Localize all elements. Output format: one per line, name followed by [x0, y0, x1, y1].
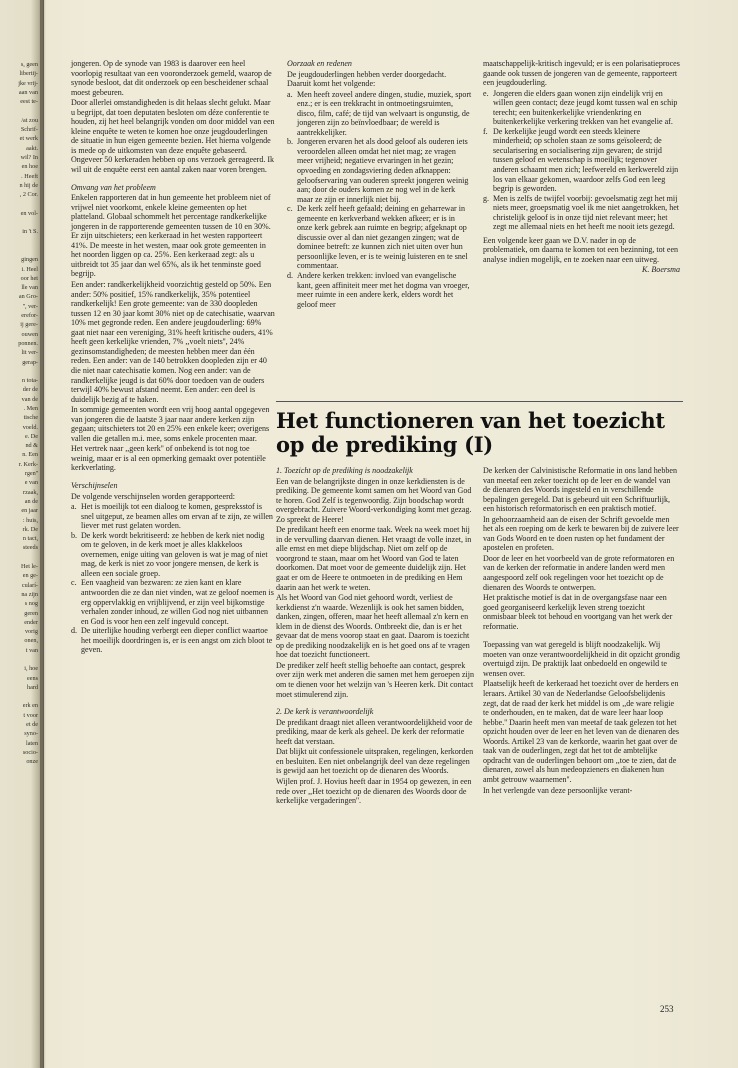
paragraph: De kerken der Calvinistische Reformatie in ons land hebben van meetaf een zeker toezicht op de leer en de wandel van de dienaren des Woords ingesteld en in verschillende bepalingen geregeld. Dat is gebeurd uit een Schriftuurlijk, een historisch reformatorisch en een praktisch motief. [483, 466, 677, 514]
list-item-text: Jongeren ervaren het als dood geloof als ouderen iets veroordelen alleen omdat het niet mag; ze vragen meer vrijheid; negatieve ervaringen in het gezin; opvoeding en zondagsviering deden afknappen: geloofservaring van ouderen spreekt jongeren weinig aan; door de ouders komen ze nog wel in de kerk maar ze zijn er innerlijk niet bij. [297, 137, 469, 204]
margin-fragment: t voor [23, 711, 38, 719]
margin-fragment: voeld. [22, 423, 38, 431]
margin-fragment: rk. De [22, 525, 38, 533]
previous-page-text-fragments [2, 60, 38, 1020]
margin-fragment: van de [21, 395, 38, 403]
list-item-text: De kerkelijke jeugd wordt een steeds kleinere minderheid; op scholen staan ze soms geïsoleerd; de secularisering en socialisering zijn gevaren; de strijd tussen geloof en wetenschap is moeilijk; tegenover anderen schaamt men zich; leefwereld en kerkwereld zijn los van elkaar gekomen, waardoor zelfs God een leeg begrip is geworden. [493, 126, 679, 194]
list-item-label: c. [287, 204, 293, 214]
paragraph: Door allerlei omstandigheden is dit helaas slecht gelukt. Maar u begrijpt, dat toen deputaten besloten om déze conferentie te houden, zij het heel belangrijk vonden om door middel van een kleine enquête te weten te komen hoe onze jeugdouderlingen de situatie in hun eigen gemeente bezien. Het hierna volgende is mede op de uitkomsten van deze enquête gebaseerd. Ongeveer 50 kerkeraden hebben op ons verzoek gereageerd. Ik wil uit de enquête eerst een aantal zaken naar voren brengen. [71, 98, 275, 175]
subheading-toezicht: 1. Toezicht op de prediking is noodzakelijk [276, 466, 413, 475]
list-item-text: De kerk wordt bekritiseerd: ze hebben de kerk niet nodig om te geloven, in de kerk moet je alles klakkeloos overnemen, enige uiting van geloven is wat je mag of niet mag, de kerk is niet zo voor jongere mensen, de kerk is alleen een sociale groep. [81, 530, 268, 578]
paragraph: Door de leer en het voorbeeld van de grote reformatoren en van de kerken der reformatie in andere landen werd men aangespoord zelf ook regelingen voor het toezicht op de dienaren des Woords te ontwerpen. [483, 553, 675, 592]
list-item-text: De kerk zelf heeft gefaald; deining en geharrewar in gemeente en kerkverband wekken afkeer; er is in onze kerk gebrek aan ruimte en begrip; afgeknapt op discussie over al dan niet gezangen zingen; wat de dominee betreft: ze kunnen zich niet uiten over hun persoonlijke leven, er is te weinig luisteren en te snel commentaar. [297, 204, 468, 271]
list-item [71, 578, 275, 626]
paragraph: De volgende verschijnselen worden gerapporteerd: [71, 491, 236, 501]
margin-fragment [2, 237, 38, 246]
list-item [483, 127, 680, 194]
margin-fragment: : huis, [22, 516, 38, 524]
paragraph: jongeren. Op de synode van 1983 is daarover een heel voorlopig resultaat van een vooronderzoek gemeld, waarop de synode besloot, dat dit onderzoek op een bescheidener schaal moest gebeuren. [71, 59, 272, 97]
page-fold-shadow [40, 0, 46, 1068]
list-item-label: b. [71, 530, 78, 540]
margin-fragment: in 't S. [22, 228, 38, 236]
list-item [287, 90, 472, 138]
section-divider [276, 401, 683, 402]
paragraph: Wijlen prof. J. Hovius heeft daar in 1954 op gewezen, in een rede over ,,Het toezicht op de dienaren des Woords door de kerkelijke vergaderingen''. [276, 776, 472, 806]
column-3 [483, 59, 680, 276]
margin-fragment: . Men [23, 404, 38, 412]
margin-fragment: geren [24, 609, 38, 617]
list-item-label: b. [287, 137, 294, 147]
list-item [287, 204, 472, 271]
margin-fragment: en hoe [21, 163, 38, 171]
list-item-label: c. [71, 578, 77, 588]
margin-fragment: i, hoe [24, 665, 38, 673]
paragraph: Plaatselijk heeft de kerkeraad het toezicht over de herders en leraars. Artikel 30 van de Nederlandse Geloofsbelijdenis zegt, dat de raad der kerk het middel is om ,,de ware religie te onderhouden, en te maken, dat de ware leer haar loop hebbe.'' Daarin heeft men van meetaf de taak gelezen tot het opzicht houden over de leer en het leven van de dienaren des Woords. Artikel 23 van de kerkorde, waarin het gaat over de taak van de ouderlingen, zegt dat het tot de ambtelijke opdracht van de ouderlingen behoort om ,,toe te zien, dat de dienaren, zowel als hun medeopzieners en diakenen hun ambt getrouw waarnemen''. [483, 679, 679, 784]
paragraph: Een ander: randkerkelijkheid voorzichtig gesteld op 50%. Een ander: 50% positief, 15% randkerkelijk, 35% potentieel randkerkelijk! Een grote gemeente: van de 330 doopleden tussen 12 en 30 jaar komt 30% niet op de catechisatie, waarvan 10% met gegronde reden. Een andere jeugdouderling: 69% gaat niet naar een vereniging, 31% heeft kritische ouders, 41% heeft geen kerkelijke vrienden, 7% ,,voelt niets'', 24% gezinsomstandigheden; de meesten hebben meer dan één reden. Een ander: van de 140 betrokken doopleden zijn er 40 die niet naar catechisatie komen. Nog een ander: van de randkerkelijke jeugd is dat 60% door toedoen van de ouders terwijl 40% bewust afstand neemt. Een ander: een deel is duidelijk bezig af te haken. [71, 280, 275, 404]
margin-fragment: ponnen. [18, 339, 38, 347]
list-item-text: Jongeren die elders gaan wonen zijn eindelijk vrij en willen geen contact; deze jeugd komt tussen wal en schip terecht; een buitenkerkelijke vriendenkring en buitenkerkelijke verkering trekken van het evangelie af. [493, 88, 678, 127]
margin-fragment: et werk [19, 135, 38, 143]
margin-fragment [2, 218, 38, 227]
margin-fragment: erefor- [21, 312, 38, 320]
margin-fragment [2, 367, 38, 376]
paragraph: Het vertrek naar ,,geen kerk'' of onbekend is tot nog toe weinig, maar er is al een opmerking gemaakt over potentiële kerkverlating. [71, 444, 266, 473]
margin-fragment [2, 199, 38, 208]
margin-fragment [2, 655, 38, 664]
list-item [483, 89, 680, 127]
margin-fragment: gingen [21, 256, 38, 264]
list-item-label: a. [71, 502, 77, 512]
paragraph: De predikant draagt niet alleen verantwoordelijkheid voor de prediking, maar de kerk als geheel. De kerk der reformatie heeft dat verstaan. [276, 717, 473, 746]
margin-fragment: laten [25, 739, 38, 747]
paragraph: Enkelen rapporteren dat in hun gemeente het probleem niet of vrijwel niet voorkomt, enkele kleine gemeenten op het platteland. Globaal schommelt het percentage randkerkelijke jongeren in de rapporterende gemeenten tussen de 10 en 30%. Er zijn uitschieters; een kerkeraad in het westen rapporteert 41%. De meeste in het westen, maar ook grote gemeenten in het noorden liggen op ca. 25%. Een kerkeraad zegt: als u uitbreidt tot 35 jaar dan wel 65%, als ik het tenminste goed begrijp. [71, 193, 271, 279]
margin-fragment: n tota- [22, 377, 38, 385]
margin-fragment: jke vrij- [18, 79, 38, 87]
margin-fragment: socio- [22, 748, 38, 756]
margin-fragment: eest te- [20, 98, 38, 106]
list-item-label: g. [483, 193, 490, 203]
margin-fragment: n tact, [22, 535, 38, 543]
paragraph: Het praktische motief is dat in de overgangsfase naar een goed georganiseerd kerkelijk leven streng toezicht onmisbaar bleek tot behoud en voortgang van het werk der reformatie. [483, 593, 673, 631]
paragraph: In gehoorzaamheid aan de eisen der Schrift gevoelde men het als een roeping om de kerk te bewaren bij de zuivere leer van Gods Woord en te doen rusten op het fundament der apostelen en profeten. [483, 514, 679, 553]
margin-fragment: wil? In [20, 153, 38, 161]
margin-fragment [2, 106, 38, 115]
column-1 [71, 59, 275, 655]
subheading-oorzaak: Oorzaak en redenen [287, 59, 352, 68]
margin-fragment: n. Een [22, 451, 38, 459]
margin-fragment: ij gere- [20, 321, 38, 329]
list-item [483, 194, 680, 232]
list-item [71, 626, 275, 655]
subheading-verschijnselen: Verschijnselen [71, 480, 118, 490]
margin-fragment: ouwen [21, 330, 38, 338]
margin-fragment: en jaar [21, 507, 38, 515]
list-item [71, 502, 275, 531]
margin-fragment: nd & [25, 442, 38, 450]
margin-fragment: e van [24, 479, 38, 487]
margin-fragment: en vol- [20, 209, 38, 217]
list-item-text: Men heeft zoveel andere dingen, studie, muziek, sport enz.; er is een trekkracht in ontmoetingsruimten, disco, film, café; de tijd van welvaart is ongunstig, de jongeren zijn zo beïnvloedbaar; de wereld is aantrekkelijker. [297, 89, 472, 137]
margin-fragment: Schrif- [20, 126, 38, 134]
page-number: 253 [660, 1004, 674, 1014]
column-4 [276, 466, 476, 807]
margin-fragment: der de [22, 386, 38, 394]
margin-fragment: i. Heel [21, 265, 38, 273]
list-item [71, 531, 275, 579]
margin-fragment: an de [24, 497, 38, 505]
margin-fragment: t van [25, 646, 38, 654]
margin-fragment: '', ver- [22, 302, 38, 310]
margin-fragment: lle van [21, 284, 38, 292]
margin-fragment: tische [23, 414, 38, 422]
paragraph: De jeugdouderlingen hebben verder doorgedacht. Daaruit komt het volgende: [287, 69, 447, 89]
margin-fragment: s, geen [20, 61, 38, 68]
column-5 [483, 466, 680, 796]
list-item-label: e. [483, 88, 489, 98]
list-item-label: d. [71, 626, 78, 636]
paragraph: Een volgende keer gaan we D.V. nader in op de problematiek, om daarna te komen tot een bezinning, tot een analyse indien mogelijk, en te zoeken naar een uitweg. [483, 235, 679, 264]
margin-fragment: e. De [24, 432, 38, 440]
margin-fragment: /at zou [21, 116, 38, 124]
margin-fragment [2, 553, 38, 562]
margin-fragment: libertij- [19, 70, 38, 78]
margin-fragment: an Gro- [18, 293, 38, 301]
paragraph: De predikant heeft een enorme taak. Week na week moet hij in de vervulling daarvan dienen. Het vraagt de volle inzet, in alle ernst en met diepe blijdschap. Niet om zelf op de voorgrond te staan, maar om het Woord van God te laten doorkomen. Dat moet voor de gemeente duidelijk zijn. Het gaat er om de Heere te ontmoeten in de prediking en Hem daarin aan het werk te weten. [276, 525, 472, 592]
margin-fragment: en ge- [22, 572, 38, 580]
margin-fragment: . Heeft [21, 172, 38, 180]
column-2 [287, 59, 472, 309]
list-item [287, 271, 472, 309]
margin-fragment: Het le- [20, 563, 38, 571]
paragraph: maatschappelijk-kritisch ingevuld; er is een polarisatieproces gaande ook tussen de jongeren van de gemeente, rapporteert een jeugdouderling. [483, 59, 680, 88]
paragraph: Dat blijkt uit confessionele uitspraken, regelingen, kerkorden en besluiten. Een niet onbelangrijk deel van deze regelingen is gewijd aan het toezicht op de dienaren des Woords. [276, 747, 474, 776]
list-item [287, 137, 472, 204]
margin-fragment: syno- [24, 730, 38, 738]
list-item-label: d. [287, 271, 294, 281]
margin-fragment: na zijn [21, 590, 38, 598]
margin-fragment: cularí- [21, 581, 38, 589]
paragraph: In sommige gemeenten wordt een vrij hoog aantal opgegeven van jongeren die de laatste 3 jaar naar andere kerken zijn gegaan; uitschieters tot 20 en 25% een enkele keer; overigens vallen die getallen m.i. mee, soms enkele procenten maar. [71, 405, 270, 443]
paragraph: De prediker zelf heeft stellig behoefte aan contact, gesprek over zijn werk met anderen die samen met hem geroepen zijn om te dienen voor het welzijn van 's Heeren kerk. Dit contact moet stimulerend zijn. [276, 660, 474, 699]
previous-page-edge [0, 0, 44, 1068]
margin-fragment: hard [27, 683, 38, 691]
margin-fragment: onen, [24, 637, 38, 645]
margin-fragment: n hij de [19, 181, 38, 189]
margin-fragment: steeds [22, 544, 38, 552]
paragraph: Als het Woord van God niet gehoord wordt, verliest de kerkdienst z'n waarde. Wezenlijk is ook het samen bidden, danken, zingen, offeren, maar het heeft allemaal z'n kern en klem in de dienst des Woords. Ontbreekt die, dan is er het gevaar dat de mens voorop staat en gaat. Daarom is toezicht op de prediking noodzakelijk en is het goed ons af te vragen hoe dat toezicht functioneert. [276, 593, 470, 660]
margin-fragment [2, 692, 38, 701]
margin-fragment: ender [24, 618, 38, 626]
margin-fragment: rzaak, [23, 488, 38, 496]
margin-fragment: onze [26, 758, 38, 766]
margin-fragment: rgen'' [24, 470, 38, 478]
author-signature: K. Boersma [642, 265, 680, 275]
margin-fragment: s nog [24, 600, 38, 608]
margin-fragment: lit ver- [21, 349, 38, 357]
paragraph: In het verlengde van deze persoonlijke verant- [483, 785, 633, 795]
subheading-omvang: Omvang van het probleem [71, 182, 156, 192]
list-item-text: Een vaagheid van bezwaren: ze zien kant en klare antwoorden die ze dan niet vinden, wat ze geloof noemen is erg oppervlakkig en vrijblijvend, er zijn veel bijkomstige verhalen zonder inhoud, ze willen God nog niet uitbannen en God is voor hen een zelf ingevuld concept. [81, 578, 274, 626]
paragraph: Een van de belangrijkste dingen in onze kerkdiensten is de prediking. De gemeente komt samen om het Woord van God te horen. God Zelf is tegenwoordig. Zijn boodschap wordt overgebracht. Zuivere Woord-verkondiging komt met gezag. Zo spreekt de Heere! [276, 476, 472, 524]
list-item-text: De uiterlijke houding verbergt een dieper conflict waartoe het moeilijk doordringen is, er is een angst om zich bloot te geven. [81, 626, 273, 655]
list-item-label: f. [483, 126, 488, 136]
margin-fragment: gerap- [22, 358, 38, 366]
list-item-text: Andere kerken trekken: invloed van evangelische kant, geen affiniteit meer met het dogma van vroeger, meer ruimte in een andere kerk, elders wordt het geloof meer [297, 271, 470, 309]
article-title: Het functioneren van het toezicht op de prediking (I) [276, 408, 665, 457]
paragraph: Toepassing van wat geregeld is blijft noodzakelijk. Wij moeten van onze verantwoordelijkheid in dit opzicht grondig overtuigd zijn. De praktijk laat onbedoeld en ongewild te wensen over. [483, 640, 680, 678]
margin-fragment [2, 246, 38, 255]
list-item-label: a. [287, 89, 293, 99]
margin-fragment: et de [26, 721, 38, 729]
margin-fragment: vorig [24, 628, 38, 636]
margin-fragment: r. Kerk- [18, 460, 38, 468]
margin-fragment: , 2 Cor. [19, 191, 38, 199]
margin-fragment: erk en [22, 702, 38, 710]
margin-fragment: oor het [20, 274, 38, 282]
list-item-text: Het is moeilijk tot een dialoog te komen, gespreksstof is snel uitgeput, ze beamen alles om ervan af te zijn, ze willen liever met rust gelaten worden. [81, 502, 273, 531]
margin-fragment: eens [27, 674, 38, 682]
subheading-kerk-verantwoordelijk: 2. De kerk is verantwoordelijk [276, 707, 374, 717]
margin-fragment: aakt. [26, 144, 38, 152]
margin-fragment: aan van [18, 88, 38, 96]
list-item-text: Men is zelfs de twijfel voorbij: gevoelsmatig zegt het mij niets meer, groepsmatig voel ik me niet aangetrokken, het christelijk geloof is in onze tijd niet relevant meer; het zegt me allemaal niets en het heeft me nooit iets gezegd. [493, 193, 680, 232]
